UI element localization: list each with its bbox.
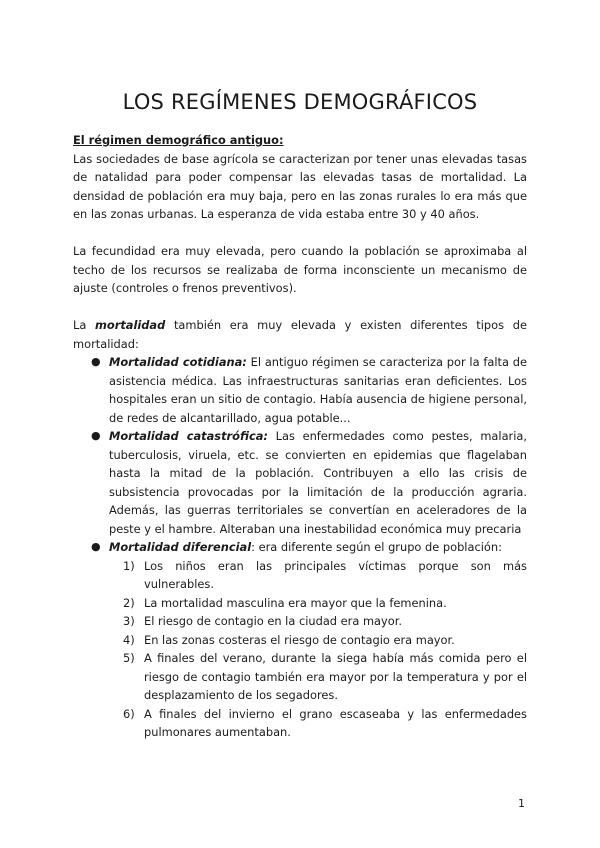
text-catastrofica: Las enfermedades como pestes, malaria, tuberculosis, viruela, etc. se convierten en epidemias que flagelaban hasta la mitad de la población. Contribuyen a ello las crisis de subsistencia provocadas por la limitación de la producción agraria. Además, las guerras territoriales se convertían en aceleradores de la peste y el hambre. Alteraban una inestabilidad económica muy precaria xyxy=(109,429,527,536)
list-item-diferencial xyxy=(91,538,527,557)
term-catastrofica: Mortalidad catastrófica: xyxy=(109,429,268,443)
item-number: 5) xyxy=(123,651,135,665)
paragraph-mortalidad-lead: La xyxy=(73,318,96,332)
list-item xyxy=(125,612,527,631)
list-item xyxy=(125,631,527,650)
bullet-marker: ● xyxy=(91,355,101,368)
item-text: Los niños eran las principales víctimas porque son más vulnerables. xyxy=(144,558,527,591)
text-cotidiana: El antiguo régimen se caracteriza por la falta de asistencia médica. Las infraestructuras sanitarias eran deficientes. Los hospitales eran un sitio de contagio. Había ausencia de higiene personal, de redes de alcantarillado, agua potable... xyxy=(109,355,527,425)
item-text: El riesgo de contagio en la ciudad era mayor. xyxy=(144,614,402,628)
item-number: 1) xyxy=(123,558,135,573)
term-mortalidad: mortalidad xyxy=(95,318,166,332)
page-number: 1 xyxy=(518,797,525,810)
item-number: 3) xyxy=(123,614,135,628)
mortality-types-list xyxy=(73,353,527,557)
list-item xyxy=(125,705,527,742)
list-item xyxy=(125,557,527,594)
page-title: LOS REGÍMENES DEMOGRÁFICOS xyxy=(122,90,478,114)
differential-mortality-list xyxy=(73,557,527,742)
item-text: A finales del invierno el grano escaseaba y las enfermedades pulmonares aumentaban. xyxy=(144,706,527,739)
list-item xyxy=(125,649,527,705)
term-cotidiana: Mortalidad cotidiana: xyxy=(109,355,247,369)
list-item-catastrofica xyxy=(91,427,527,538)
bullet-marker: ● xyxy=(91,540,101,553)
list-item-cotidiana xyxy=(91,353,527,427)
bullet-marker: ● xyxy=(91,429,101,442)
item-text: A finales del verano, durante la siega había más comida pero el riesgo de contagio también era mayor por la temperatura y por el desplazamiento de los segadores. xyxy=(144,651,527,702)
paragraph-mortalidad xyxy=(73,316,527,353)
item-number: 4) xyxy=(123,632,135,647)
term-diferencial: Mortalidad diferencial xyxy=(109,540,252,554)
item-number: 2) xyxy=(123,595,135,610)
item-text: En las zonas costeras el riesgo de contagio era mayor. xyxy=(144,632,455,647)
document-body xyxy=(73,131,527,742)
paragraph-mortalidad-rest: también era muy elevada y existen diferentes tipos de mortalidad: xyxy=(73,318,527,351)
item-text: La mortalidad masculina era mayor que la femenina. xyxy=(144,595,447,610)
list-item xyxy=(125,594,527,613)
paragraph-fecundidad: La fecundidad era muy elevada, pero cuando la población se aproximaba al techo de los recursos se realizaba de forma inconsciente un mecanismo de ajuste (controles o frenos preventivos). xyxy=(73,244,527,295)
section-heading: El régimen demográfico antiguo: xyxy=(73,133,284,147)
text-diferencial: : era diferente según el grupo de población: xyxy=(251,540,502,554)
item-number: 6) xyxy=(123,706,135,721)
paragraph-natalidad: Las sociedades de base agrícola se caracterizan por tener unas elevadas tasas de natalidad para poder compensar las elevadas tasas de mortalidad. La densidad de población era muy baja, pero en las zonas rurales lo era más que en las zonas urbanas. La esperanza de vida estaba entre 30 y 40 años. xyxy=(73,151,527,221)
